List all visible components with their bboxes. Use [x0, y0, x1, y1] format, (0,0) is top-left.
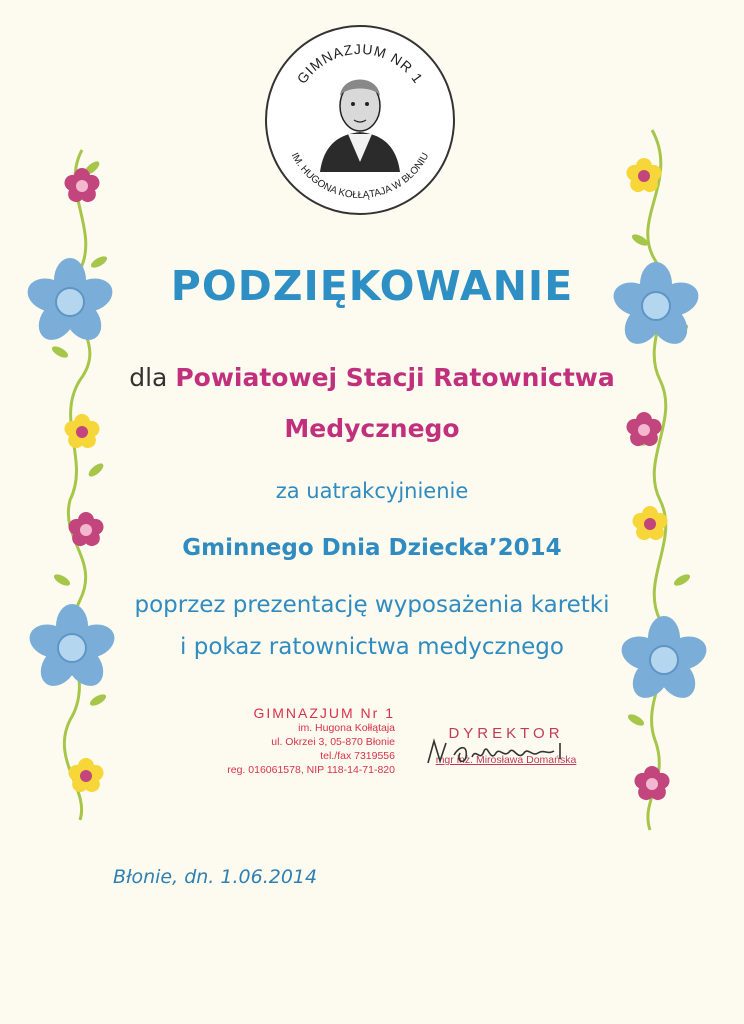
director-name: mgr inż. Mirosława Domańska [435, 754, 577, 766]
stamp-phone: tel./fax 7319556 [320, 750, 395, 762]
recipient-name: Powiatowej Stacji Ratownictwa [175, 363, 615, 392]
director-title: DYREKTOR [448, 725, 564, 742]
reason-detail-1: poprzez prezentację wyposażenia karetki [134, 592, 610, 618]
recipient-line-1 [0, 363, 744, 392]
stamp-reg: reg. 016061578, NIP 118-14-71-820 [227, 764, 395, 776]
seal-top-text: GIMNAZJUM NR 1 [293, 40, 427, 87]
seal-bottom-text: IM. HUGONA KOŁŁĄTAJA W BŁONIU [288, 151, 432, 202]
reason-intro: za uatrakcyjnienie [275, 479, 469, 503]
stamp-school-name: GIMNAZJUM Nr 1 [253, 705, 395, 721]
school-stamp [205, 705, 395, 777]
recipient-prefix: dla [129, 363, 168, 392]
certificate-title: PODZIĘKOWANIE [170, 262, 574, 310]
stamp-patron: im. Hugona Kołłątaja [298, 722, 395, 734]
stamp-address: ul. Okrzei 3, 05-870 Błonie [271, 736, 395, 748]
event-name: Gminnego Dnia Dziecka’2014 [182, 535, 562, 561]
reason-detail-2: i pokaz ratownictwa medycznego [180, 634, 564, 660]
issue-date: Błonie, dn. 1.06.2014 [113, 866, 318, 888]
signature-icon [420, 733, 590, 773]
recipient-line-2: Medycznego [284, 414, 460, 443]
school-seal [262, 22, 458, 218]
